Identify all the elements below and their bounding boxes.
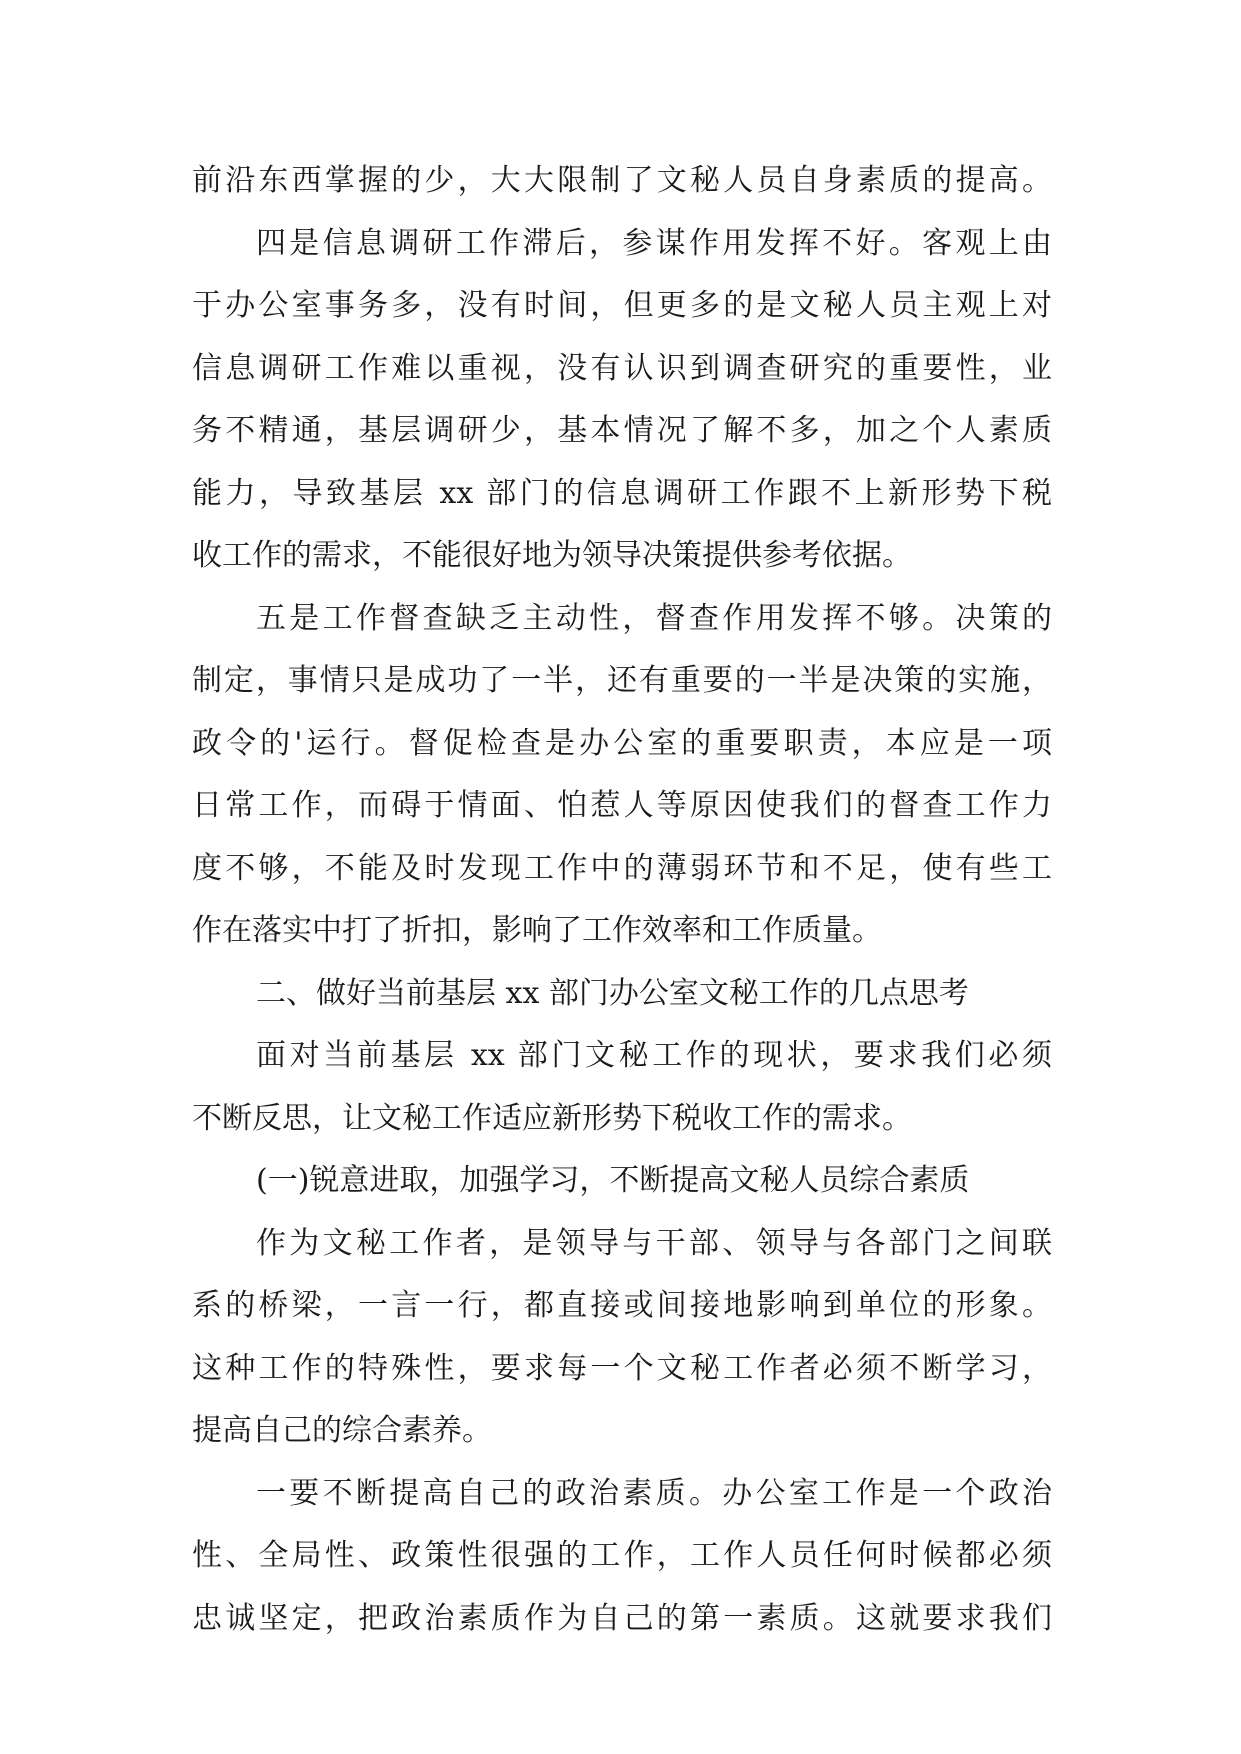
text-line: 务不精通，基层调研少，基本情况了解不多，加之个人素质: [192, 413, 1052, 448]
text-line: 面对当前基层 xx 部门文秘工作的现状，要求我们必须: [256, 1038, 1052, 1073]
text-line: 二、做好当前基层 xx 部门办公室文秘工作的几点思考: [256, 975, 969, 1011]
text-line: (一)锐意进取，加强学习，不断提高文秘人员综合素质: [256, 1163, 970, 1198]
text-line: 收工作的需求，不能很好地为领导决策提供参考依据。: [192, 538, 912, 573]
text-line: 度不够，不能及时发现工作中的薄弱环节和不足，使有些工: [192, 850, 1052, 886]
text-line: 忠诚坚定，把政治素质作为自己的第一素质。这就要求我们: [192, 1600, 1052, 1636]
text-line: 作在落实中打了折扣，影响了工作效率和工作质量。: [192, 913, 882, 948]
text-line: 日常工作，而碍于情面、怕惹人等原因使我们的督查工作力: [192, 788, 1052, 823]
text-line: 提高自己的综合素养。: [192, 1413, 492, 1448]
text-line: 一要不断提高自己的政治素质。办公室工作是一个政治: [256, 1475, 1052, 1511]
text-line: 信息调研工作难以重视，没有认识到调查研究的重要性，业: [192, 350, 1052, 386]
text-line: 四是信息调研工作滞后，参谋作用发挥不好。客观上由: [256, 225, 1052, 261]
text-line: 前沿东西掌握的少，大大限制了文秘人员自身素质的提高。: [192, 163, 1052, 198]
text-line: 政令的'运行。督促检查是办公室的重要职责，本应是一项: [192, 725, 1052, 761]
text-line: 不断反思，让文秘工作适应新形势下税收工作的需求。: [192, 1100, 912, 1136]
text-line: 制定，事情只是成功了一半，还有重要的一半是决策的实施，: [192, 663, 1052, 698]
text-line: 这种工作的特殊性，要求每一个文秘工作者必须不断学习，: [192, 1350, 1052, 1386]
text-line: 作为文秘工作者，是领导与干部、领导与各部门之间联: [256, 1225, 1052, 1261]
text-line: 能力，导致基层 xx 部门的信息调研工作跟不上新形势下税: [192, 475, 1052, 511]
text-line: 性、全局性、政策性很强的工作，工作人员任何时候都必须: [192, 1538, 1052, 1573]
document-body: [192, 150, 1052, 1650]
text-line: 五是工作督查缺乏主动性，督查作用发挥不够。决策的: [256, 600, 1052, 636]
text-line: 系的桥梁，一言一行，都直接或间接地影响到单位的形象。: [192, 1288, 1052, 1323]
text-line: 于办公室事务多，没有时间，但更多的是文秘人员主观上对: [192, 288, 1052, 323]
